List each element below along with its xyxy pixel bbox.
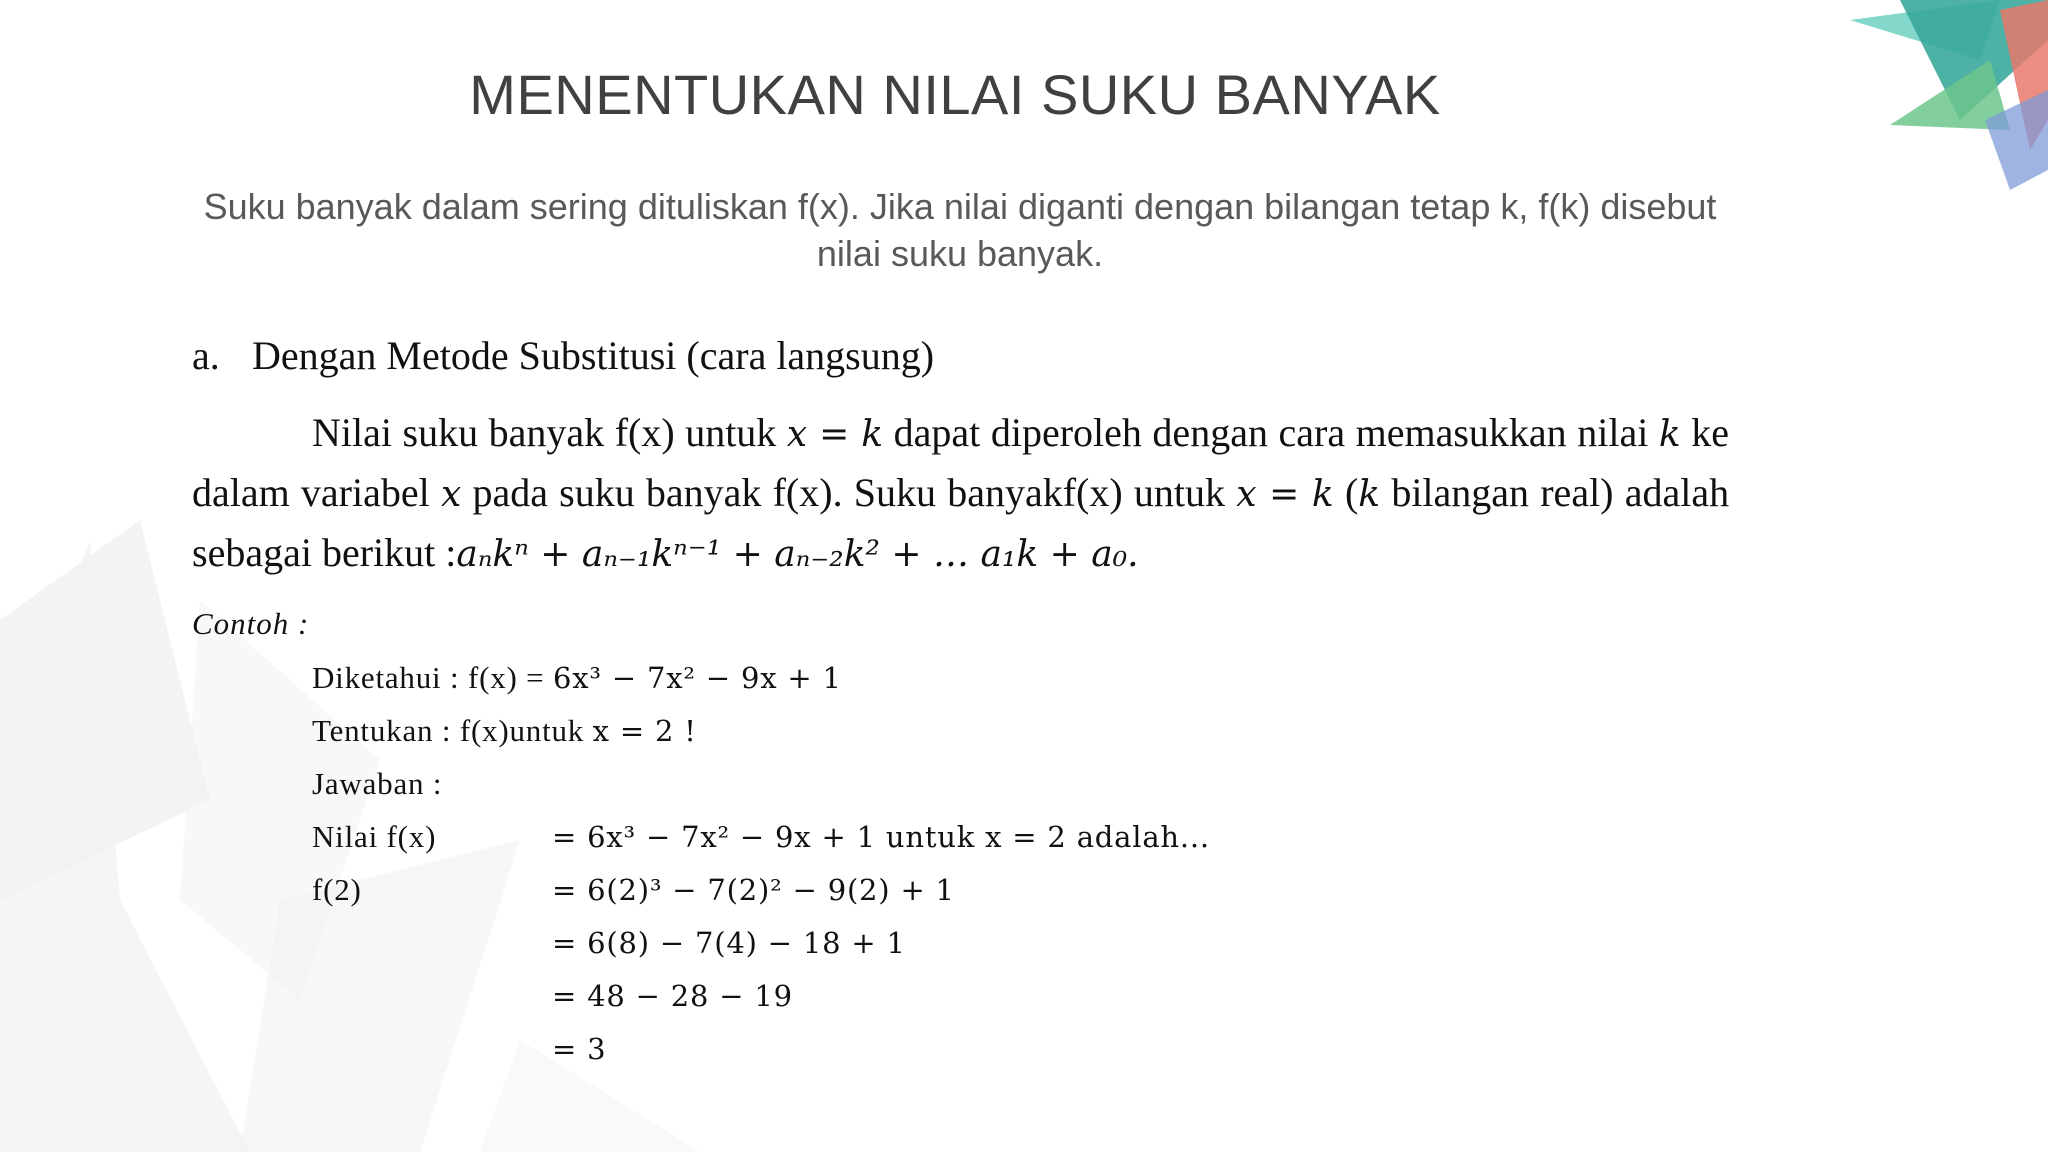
example-label: Contoh : (192, 606, 310, 641)
para-text-3: ke dalam variabel (192, 410, 1729, 515)
row-value: x = 2 ! (592, 714, 697, 748)
section-heading (192, 332, 934, 379)
para-text-1: Nilai suku banyak f(x) untuk (312, 410, 777, 455)
para-paren: ( (1344, 470, 1359, 515)
row-label: Jawaban : (312, 766, 443, 801)
example-row-step-1 (312, 819, 1210, 855)
math-k: k (1658, 414, 1681, 455)
row-value: = 3 (552, 1032, 607, 1066)
row-value: = 6(8) − 7(4) − 18 + 1 (552, 926, 906, 960)
row-label: f(2) (312, 872, 362, 907)
row-value: = 6(2)³ − 7(2)² − 9(2) + 1 (552, 873, 955, 907)
row-label: Tentukan : f(x)untuk (312, 713, 585, 748)
example-row-given (312, 660, 842, 696)
math-k-2: k (1358, 474, 1381, 515)
math-x-equals-k: x = k (786, 414, 884, 455)
section-heading-text: Dengan Metode Substitusi (cara langsung) (252, 333, 935, 378)
math-x-equals-k-2: x = k (1236, 474, 1334, 515)
example-row-answer (312, 766, 442, 802)
example-row-find (312, 713, 697, 749)
method-paragraph (192, 404, 1729, 584)
row-value: 6x³ − 7x² − 9x + 1 (553, 661, 842, 695)
example-row-step-2 (312, 872, 955, 908)
row-value: = 6x³ − 7x² − 9x + 1 untuk x = 2 adalah... (552, 820, 1210, 854)
example-row-step-3 (312, 925, 906, 961)
row-label: Diketahui : f(x) = (312, 660, 545, 695)
para-text-6: bilangan real) adalah sebagai berikut : (192, 470, 1730, 575)
slide-subtitle: Suku banyak dalam sering dituliskan f(x). Jika nilai diganti dengan bilangan tetap k, f(k) disebut nilai suku banyak. (203, 186, 1717, 274)
math-x: x (440, 474, 462, 515)
para-text-4: pada suku banyak f(x). Suku banyakf(x) untuk (472, 470, 1225, 515)
para-text-2: dapat diperoleh dengan cara memasukkan nilai (893, 410, 1649, 455)
polynomial-formula: aₙkⁿ + aₙ₋₁kⁿ⁻¹ + aₙ₋₂k² + … a₁k + a₀. (456, 534, 1139, 575)
slide-title: MENENTUKAN NILAI SUKU BANYAK (469, 63, 1441, 126)
example-row-result (312, 1031, 606, 1067)
row-label: Nilai f(x) (312, 819, 437, 854)
row-value: = 48 − 28 − 19 (552, 979, 793, 1013)
section-marker: a. (192, 333, 220, 378)
example-row-step-4 (312, 978, 793, 1014)
